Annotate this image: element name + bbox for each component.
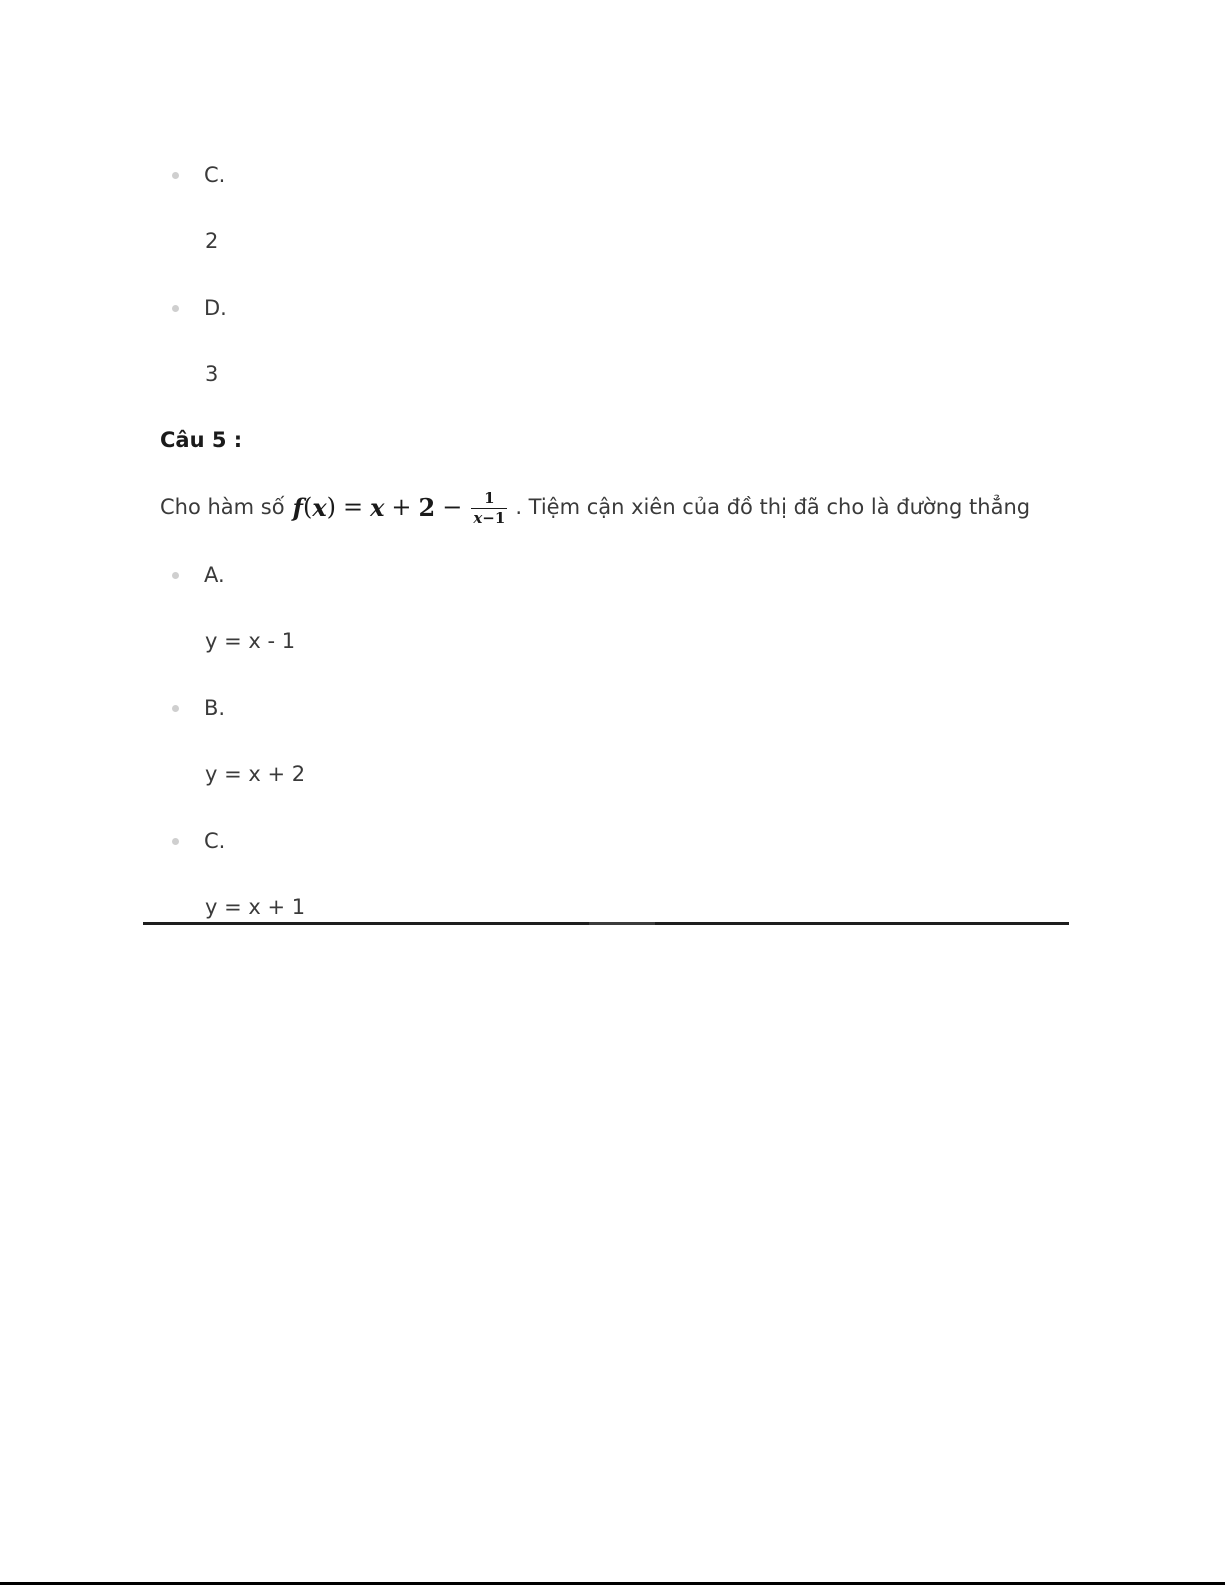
formula-two: 2: [418, 492, 436, 522]
question-intro: Cho hàm số: [160, 495, 285, 519]
formula-x: x: [312, 492, 327, 522]
option-letter: D.: [204, 296, 227, 320]
bullet-icon: [172, 172, 179, 179]
fraction-den-rest: −1: [482, 508, 506, 527]
question-text: [160, 484, 1030, 530]
formula-x: x: [370, 492, 385, 522]
option-a[interactable]: [172, 560, 225, 590]
formula-eq: =: [343, 493, 364, 521]
formula-plus: +: [391, 493, 412, 521]
option-value: 2: [205, 229, 219, 253]
bullet-icon: [172, 572, 179, 579]
option-c[interactable]: [172, 826, 225, 856]
math-formula: [293, 490, 510, 525]
option-letter: C.: [204, 163, 226, 187]
fraction-numerator: 1: [484, 488, 495, 507]
content-divider: [143, 922, 1069, 925]
option-letter: C.: [204, 829, 226, 853]
question-title: Câu 5 :: [160, 428, 243, 452]
option-letter: B.: [204, 696, 226, 720]
formula-minus: −: [442, 493, 463, 521]
divider-segment: [589, 922, 655, 925]
option-c-prev[interactable]: [172, 160, 225, 190]
bullet-icon: [172, 838, 179, 845]
option-letter: A.: [204, 563, 225, 587]
bullet-icon: [172, 305, 179, 312]
formula-fraction: [471, 488, 507, 527]
formula-f: f: [292, 492, 303, 522]
formula-paren: (: [302, 493, 313, 521]
option-value: y = x + 2: [205, 762, 306, 786]
formula-paren: ): [326, 493, 336, 521]
fraction-den-x: x: [473, 508, 483, 527]
option-value: 3: [205, 362, 219, 386]
option-value: y = x + 1: [205, 895, 306, 919]
bullet-icon: [172, 705, 179, 712]
option-d-prev[interactable]: [172, 293, 227, 323]
question-continuation: . Tiệm cận xiên của đồ thị đã cho là đường thẳng: [515, 495, 1031, 519]
option-value: y = x - 1: [205, 629, 296, 653]
option-b[interactable]: [172, 693, 225, 723]
fraction-denominator: [471, 508, 507, 526]
